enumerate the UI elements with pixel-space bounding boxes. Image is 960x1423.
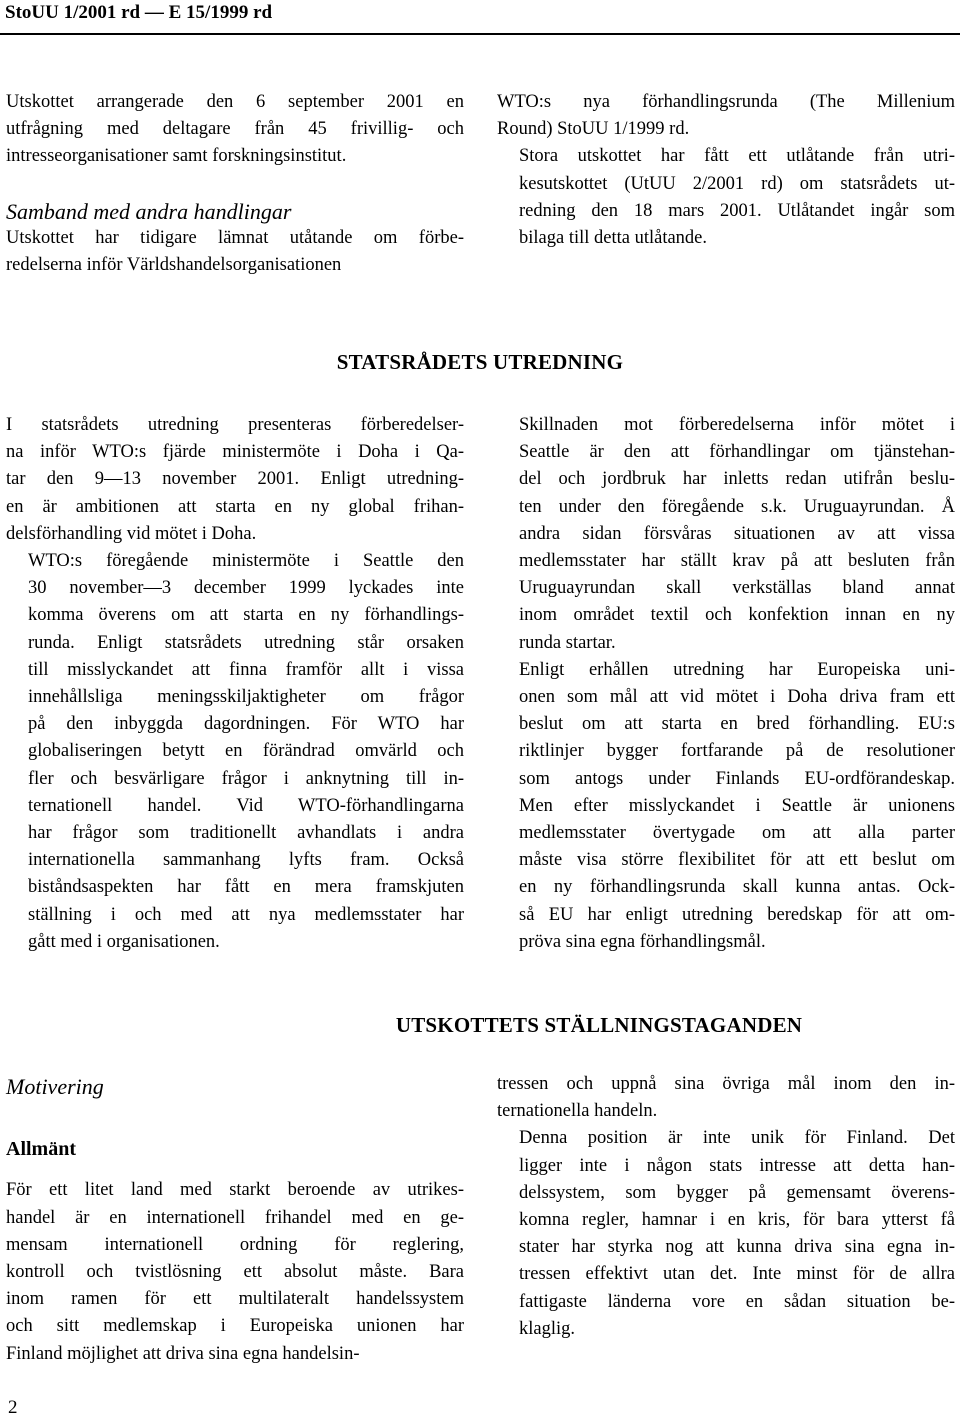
section-title-statsradets-utredning: STATSRÅDETS UTREDNING	[336, 350, 624, 374]
text-line: intresseorganisationer samt forskningsinstitut.	[6, 146, 347, 167]
allmant-heading: Allmänt	[6, 1138, 76, 1161]
text-line: fattigaste länderna vore en sådan situation be-	[519, 1291, 955, 1312]
text-line: ten under den föregående s.k. Uruguayrundan. Å	[519, 496, 955, 517]
text-line: mensam internationell ordning för reglering,	[6, 1234, 464, 1255]
text-line: delsförhandling vid mötet i Doha.	[6, 523, 257, 544]
text-line: gått med i organisationen.	[28, 931, 220, 952]
text-line: redelserna inför Världshandelsorganisationen	[6, 255, 342, 276]
text-line: Enligt erhållen utredning har Europeiska uni-	[519, 659, 955, 680]
text-line: WTO:s föregående ministermöte i Seattle den	[28, 551, 464, 572]
intro-right-column	[497, 89, 955, 252]
document-header: StoUU 1/2001 rd — E 15/1999 rd	[5, 2, 273, 23]
header-divider	[0, 33, 960, 35]
text-line: inom ramen för ett multilateralt handelssystem	[6, 1289, 464, 1310]
text-line: Utskottet har tidigare lämnat utåtande om förbe-	[6, 227, 464, 248]
text-line: biståndsaspekten har fått en mera framskjuten	[28, 877, 464, 898]
text-line: andra sidan försvåras situationen av att vissa	[519, 523, 955, 544]
text-line: kontroll och tvistlösning ett absolut måste. Bara	[6, 1262, 464, 1283]
text-line: handel är en internationell frihandel med en ge-	[6, 1207, 464, 1228]
text-line: ternationella handeln.	[497, 1101, 658, 1122]
intro-right-paragraph-1	[497, 89, 955, 143]
page-number: 2	[8, 1397, 18, 1418]
text-line: globaliseringen betytt en förändrad omvärld och	[28, 741, 464, 762]
motivering-heading: Motivering	[6, 1074, 104, 1099]
related-documents-heading: Samband med andra handlingar	[6, 198, 292, 224]
text-line: ställning i och med att nya medlemsstater har	[28, 904, 464, 925]
text-line: 30 november—3 december 1999 lyckades inte	[28, 578, 464, 599]
text-line: medlemsstater övertygade om att alla parter	[519, 823, 955, 844]
text-line: Finland möjlighet att driva sina egna handelsin-	[6, 1343, 360, 1364]
text-line: För ett litet land med starkt beroende av utrikes-	[6, 1180, 464, 1201]
text-line: kesutskottet (UtUU 2/2001 rd) om statsrådets ut-	[519, 173, 955, 194]
text-line: redning den 18 mars 2001. Utlåtandet ingår som	[519, 200, 955, 221]
section2-left-column	[6, 1073, 464, 1368]
text-line: en är ambitionen att starta en ny global frihan-	[6, 496, 464, 517]
text-line: Men efter misslyckandet i Seattle är unionens	[519, 795, 955, 816]
text-line: Seattle är den att förhandlingar om tjänstehan-	[519, 442, 955, 463]
section2-left-paragraph-1	[6, 1177, 464, 1367]
text-line: har frågor som traditionellt avhandlats i andra	[28, 823, 464, 844]
text-line: Utskottet arrangerade den 6 september 2001 en	[6, 92, 464, 112]
text-line: del och jordbruk har inletts redan utifrån beslu-	[519, 469, 955, 490]
intro-right-paragraph-2	[497, 143, 955, 252]
text-line: tressen och uppnå sina övriga mål inom den in-	[497, 1074, 955, 1094]
section1-left-paragraph-2	[6, 548, 464, 956]
section-title-utskottets-stallningstaganden: UTSKOTTETS STÄLLNINGSTAGANDEN	[395, 1013, 803, 1037]
text-line: som antogs under Finlands EU-ordförandeskap.	[519, 768, 955, 789]
text-line: ternationell handel. Vid WTO-förhandlingarna	[28, 795, 464, 816]
text-line: runda. Enligt statsrådets utredning står orsaken	[28, 632, 464, 653]
text-line: måste visa större flexibilitet för att ett beslut om	[519, 850, 955, 871]
text-line: på den inbyggda dagordningen. För WTO har	[28, 714, 464, 735]
text-line: och sitt medlemskap i Europeiska unionen har	[6, 1316, 464, 1337]
text-line: Stora utskottet har fått ett utlåtande från utri-	[519, 146, 955, 167]
section2-right-column	[497, 1071, 955, 1343]
text-line: I statsrådets utredning presenteras förberedelser-	[6, 415, 464, 435]
section2-right-paragraph-1	[497, 1071, 955, 1125]
text-line: klaglig.	[519, 1318, 576, 1339]
text-line: komma överens om att starta en ny förhandlings-	[28, 605, 464, 626]
text-line: riktlinjer bygger fortfarande på de resolutioner	[519, 741, 955, 762]
text-line: inom området textil och konfektion innan en ny	[519, 605, 955, 626]
section1-right-column	[497, 412, 955, 956]
text-line: komna regler, hamnar i en kris, för bara ytterst få	[519, 1210, 955, 1231]
text-line: Denna position är inte unik för Finland. Det	[519, 1128, 955, 1149]
text-line: runda startar.	[519, 632, 616, 653]
section1-left-column	[6, 412, 464, 956]
text-line: fler och besvärligare frågor i anknytning till in-	[28, 768, 464, 789]
text-line: pröva sina egna förhandlingsmål.	[519, 931, 766, 952]
section1-right-paragraph-2	[497, 657, 955, 956]
text-line: utfrågning med deltagare från 45 frivillig- och	[6, 119, 464, 140]
text-line: na inför WTO:s fjärde ministermöte i Doha i Qa-	[6, 442, 464, 463]
section2-right-paragraph-2	[497, 1125, 955, 1343]
text-line: medlemsstater har ställt krav på att besluten från	[519, 551, 955, 572]
text-line: internationella sammanhang lyfts fram. Också	[28, 850, 464, 871]
text-line: Skillnaden mot förberedelserna inför mötet i	[519, 415, 955, 435]
text-line: beslut om att starta en bred förhandling. EU:s	[519, 714, 955, 735]
intro-left-column	[6, 89, 464, 279]
text-line: en ny förhandlingsrunda skall kunna antas. Ock-	[519, 877, 955, 898]
text-line: tressen effektivt utan det. Inte minst för de allra	[519, 1264, 955, 1285]
text-line: WTO:s nya förhandlingsrunda (The Millenium	[497, 92, 955, 112]
section1-right-paragraph-1	[497, 412, 955, 657]
text-line: så EU har enligt utredning beredskap för att om-	[519, 904, 955, 925]
text-line: stater har styrka nog att kunna driva sina egna in-	[519, 1237, 955, 1258]
text-line: ligger inte i någon stats intresse att detta han-	[519, 1155, 955, 1176]
text-line: innehållsliga meningsskiljaktigheter om frågor	[28, 687, 464, 708]
text-line: Round) StoUU 1/1999 rd.	[497, 119, 690, 140]
text-line: bilaga till detta utlåtande.	[519, 228, 708, 249]
intro-left-paragraph-1	[6, 89, 464, 171]
text-line: Uruguayrundan skall verkställas bland annat	[519, 578, 955, 599]
text-line: till misslyckandet att finna framför allt i vissa	[28, 659, 464, 680]
text-line: tar den 9—13 november 2001. Enligt utredning-	[6, 469, 464, 490]
text-line: delssystem, som bygger på gemensamt överens-	[519, 1182, 955, 1203]
section1-left-paragraph-1	[6, 412, 464, 548]
intro-left-paragraph-2	[6, 225, 464, 279]
text-line: onen som mål att vid mötet i Doha driva fram ett	[519, 687, 955, 708]
